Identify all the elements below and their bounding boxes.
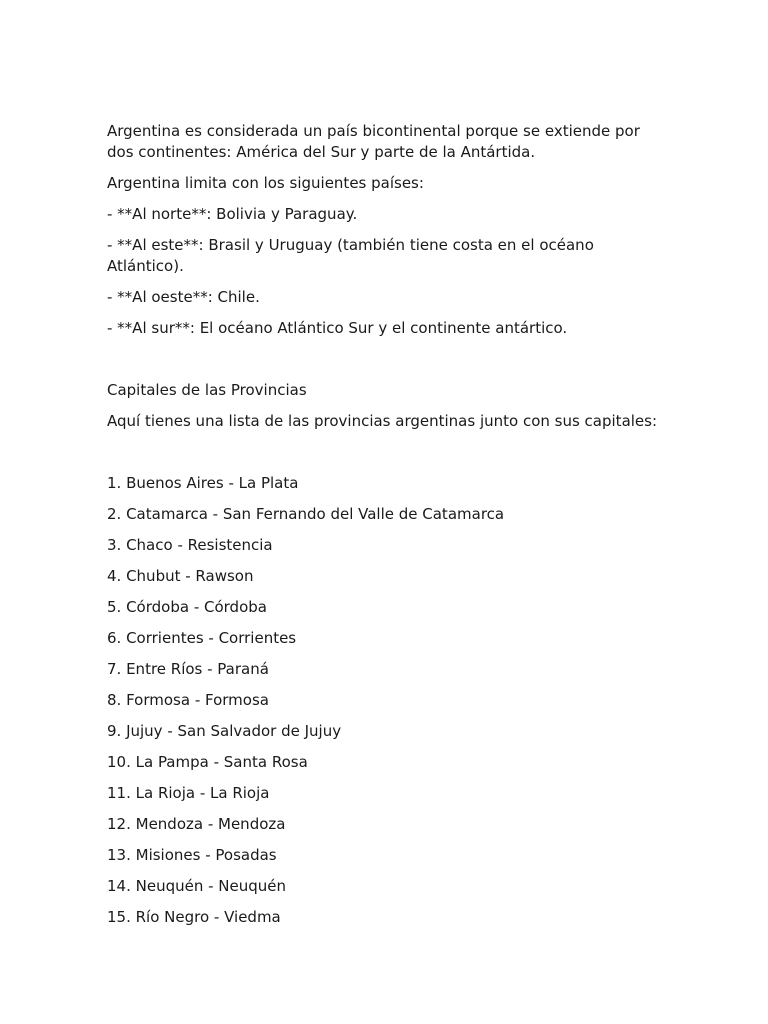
- capitals-list: [107, 473, 667, 928]
- list-item: 9. Jujuy - San Salvador de Jujuy: [107, 722, 342, 740]
- list-item: 4. Chubut - Rawson: [107, 567, 254, 585]
- blank-line: [107, 349, 667, 370]
- list-item: 1. Buenos Aires - La Plata: [107, 474, 299, 492]
- border-east: - **Al este**: Brasil y Uruguay (también tiene costa en el océano Atlántico).: [107, 236, 594, 275]
- list-item: 3. Chaco - Resistencia: [107, 536, 273, 554]
- border-north: - **Al norte**: Bolivia y Paraguay.: [107, 205, 358, 223]
- list-item: 11. La Rioja - La Rioja: [107, 784, 270, 802]
- capitals-intro: Aquí tienes una lista de las provincias argentinas junto con sus capitales:: [107, 412, 658, 430]
- list-item: 2. Catamarca - San Fernando del Valle de Catamarca: [107, 505, 505, 523]
- list-item: 12. Mendoza - Mendoza: [107, 815, 286, 833]
- borders-intro: Argentina limita con los siguientes países:: [107, 174, 424, 192]
- list-item: 15. Río Negro - Viedma: [107, 908, 281, 926]
- list-item: 6. Corrientes - Corrientes: [107, 629, 297, 647]
- list-item: 10. La Pampa - Santa Rosa: [107, 753, 308, 771]
- blank-line: [107, 442, 667, 463]
- list-item: 14. Neuquén - Neuquén: [107, 877, 287, 895]
- border-west: - **Al oeste**: Chile.: [107, 288, 260, 306]
- list-item: 8. Formosa - Formosa: [107, 691, 269, 709]
- border-south: - **Al sur**: El océano Atlántico Sur y el continente antártico.: [107, 319, 568, 337]
- list-item: 5. Córdoba - Córdoba: [107, 598, 267, 616]
- list-item: 13. Misiones - Posadas: [107, 846, 277, 864]
- list-item: 7. Entre Ríos - Paraná: [107, 660, 269, 678]
- intro-paragraph: Argentina es considerada un país bicontinental porque se extiende por dos continentes: América del Sur y parte de la Antártida.: [107, 122, 640, 161]
- document-page: [107, 121, 667, 938]
- section-heading: Capitales de las Provincias: [107, 381, 307, 399]
